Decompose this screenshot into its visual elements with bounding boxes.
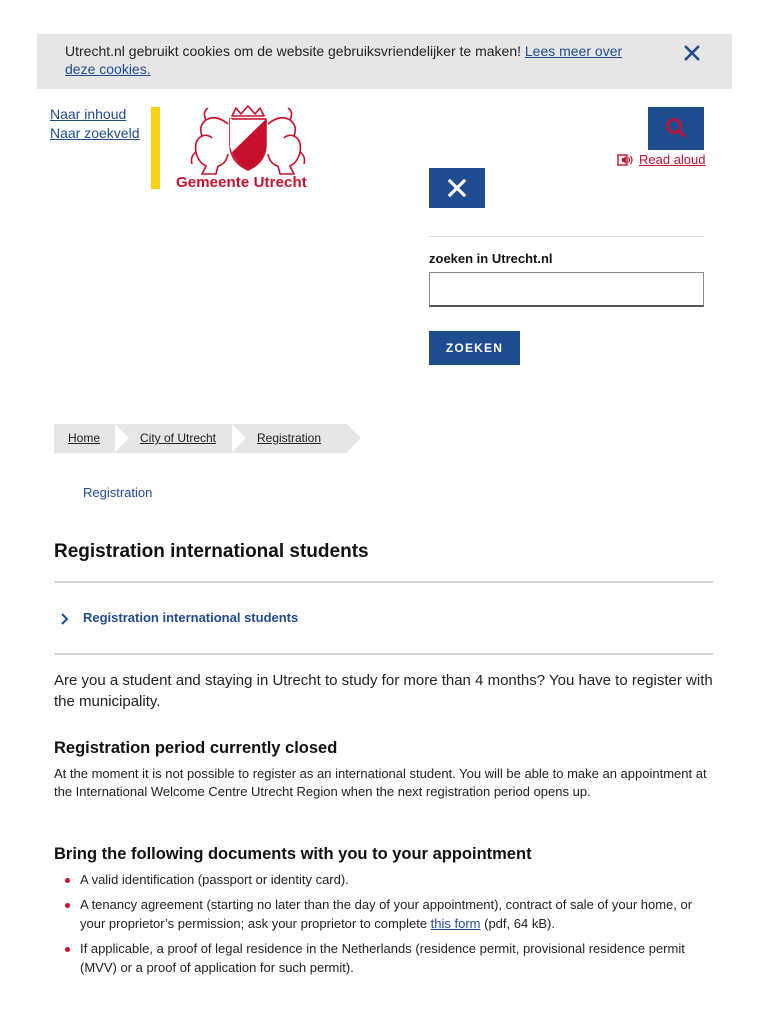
bullet-icon [65, 878, 70, 883]
list-item-text: A tenancy agreement (starting no later than the day of your appointment), contract of sale of your home, or your proprietor’s permission; ask your proprietor to complete [80, 897, 693, 931]
close-icon [682, 43, 702, 63]
close-search-button[interactable] [429, 168, 485, 208]
intro-text: Are you a student and staying in Utrecht to study for more than 4 months? You have to register with the municipality. [54, 672, 713, 710]
section-text-registration-closed: At the moment it is not possible to register as an international student. You will be able to make an appointment at the International Welcome Centre Utrecht Region when the next registration period opens up. [54, 766, 707, 799]
bullet-icon [65, 947, 70, 952]
logo-accent-bar [151, 107, 160, 189]
breadcrumb-item-city-of-utrecht[interactable]: City of Utrecht [115, 424, 240, 453]
section-heading-registration-closed: Registration period currently closed [54, 739, 338, 757]
cookie-message: Utrecht.nl gebruikt cookies om de website gebruiksvriendelijker te maken! [65, 43, 525, 59]
cookie-info-link[interactable]: Lees meer over deze cookies. [65, 43, 623, 77]
bullet-icon [65, 903, 70, 908]
cookie-close-button[interactable] [682, 43, 702, 63]
cookie-text [65, 42, 645, 78]
search-label: zoeken in Utrecht.nl [429, 251, 553, 266]
speaker-icon [616, 151, 634, 169]
list-item [54, 939, 714, 977]
breadcrumb-item-home[interactable]: Home [54, 424, 128, 453]
skip-to-content-link[interactable]: Naar inhoud [50, 106, 127, 122]
search-input[interactable] [429, 272, 704, 307]
list-item [54, 870, 714, 889]
page-title: Registration international students [54, 541, 369, 562]
toc-item-label: Registration international students [83, 610, 299, 625]
sub-nav-link-registration[interactable]: Registration [83, 485, 153, 500]
close-icon [429, 168, 485, 208]
breadcrumb-separator [232, 424, 246, 452]
list-item-text: A valid identification (passport or identity card). [80, 872, 349, 887]
list-item-text-suffix: (pdf, 64 kB). [480, 916, 555, 931]
search-submit-button[interactable]: ZOEKEN [429, 331, 520, 365]
search-icon [648, 107, 704, 150]
breadcrumb-item-registration[interactable]: Registration [232, 424, 347, 453]
logo-text: Gemeente Utrecht [176, 174, 307, 191]
toc-divider [54, 653, 713, 655]
read-aloud-label: Read aloud [639, 152, 706, 167]
breadcrumb-separator [115, 424, 129, 452]
form-download-link[interactable]: this form [430, 916, 481, 931]
search-divider [429, 236, 704, 237]
cookie-banner [37, 34, 732, 89]
list-item-text: If applicable, a proof of legal residence in the Netherlands (residence permit, provisional residence permit (MVV) or a proof of application for such permit). [80, 941, 685, 975]
section-heading-documents: Bring the following documents with you to your appointment [54, 845, 532, 863]
list-item [54, 895, 714, 933]
title-divider [54, 581, 713, 583]
chevron-right-icon [60, 610, 72, 628]
documents-list [54, 870, 714, 983]
search-toggle-button[interactable] [648, 107, 704, 150]
skip-to-search-link[interactable]: Naar zoekveld [50, 125, 140, 141]
